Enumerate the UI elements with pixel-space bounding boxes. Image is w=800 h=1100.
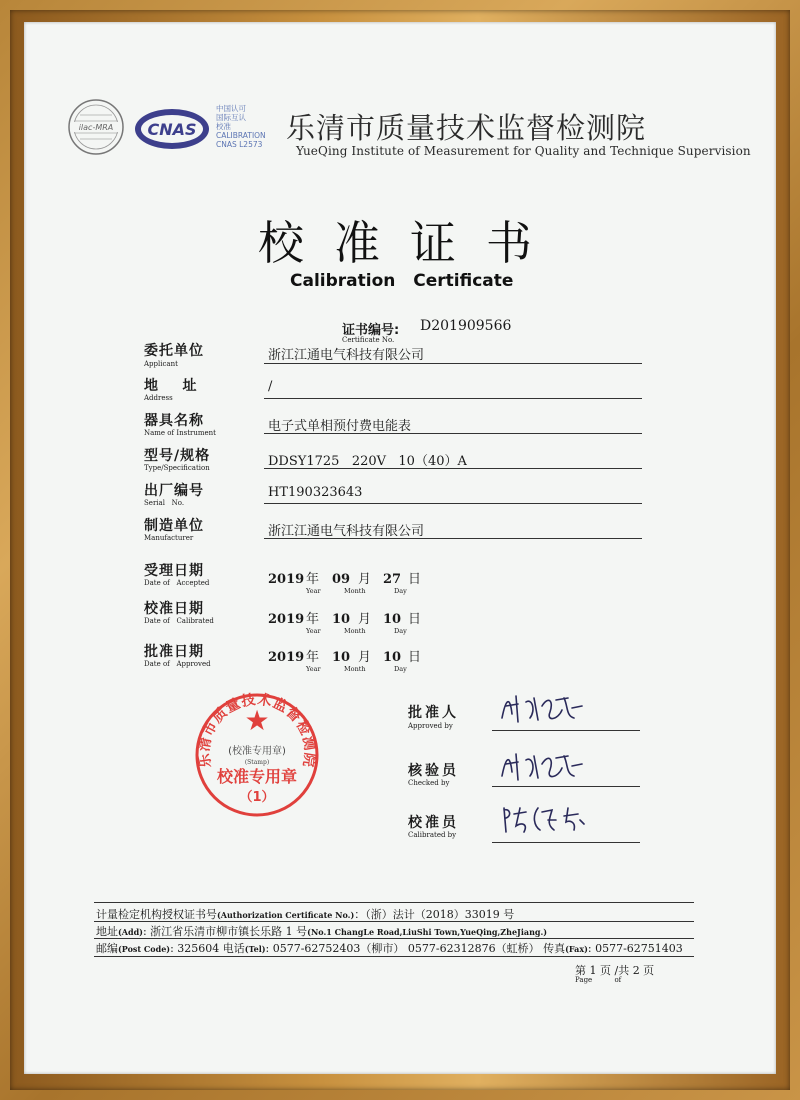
fax-tag: (Fax)	[565, 944, 588, 954]
approved-by-label-en: Approved by	[408, 722, 453, 730]
authorization-line	[96, 906, 514, 922]
footer-line	[94, 938, 694, 939]
date-day: 10	[382, 650, 402, 665]
date-calibrated	[268, 608, 421, 627]
approver-signature	[496, 688, 616, 728]
stamp-outer-text: 乐清市质量技术监督检测院	[196, 691, 318, 769]
month-unit: 月	[358, 612, 372, 627]
institute-name-cn: 乐清市质量技术监督检测院	[286, 111, 647, 145]
field-label-en: Type/Specification	[144, 464, 210, 472]
date-label: 受理日期	[144, 563, 204, 579]
footer-line	[94, 921, 694, 922]
field-underline	[264, 468, 642, 469]
field-label-en: Name of Instrument	[144, 429, 216, 437]
year-unit-en: Year	[306, 587, 321, 595]
field-value: 浙江江通电气科技有限公司	[268, 524, 425, 539]
footer-bottom-line	[94, 956, 694, 957]
date-year: 2019	[268, 572, 305, 587]
star-icon: ★	[244, 704, 270, 737]
date-day: 10	[382, 612, 402, 627]
date-label: 校准日期	[144, 601, 204, 617]
postcode-label: 邮编	[96, 942, 118, 955]
month-unit: 月	[358, 572, 372, 587]
day-unit: 日	[408, 572, 422, 587]
calibrated-by-label-en: Calibrated by	[408, 831, 457, 839]
date-label: 批准日期	[144, 644, 204, 660]
field-underline	[264, 398, 642, 399]
address-en-tag: (Add)	[118, 927, 143, 937]
fax-label: 传真	[543, 942, 566, 955]
certificate-number-label: 证书编号:	[342, 323, 400, 338]
date-day: 27	[382, 572, 402, 587]
day-unit-en: Day	[394, 665, 407, 673]
approved-by-label: 批准人	[408, 705, 459, 721]
field-underline	[264, 538, 642, 539]
official-red-stamp	[192, 690, 322, 820]
contact-line	[96, 940, 683, 956]
checker-signature	[496, 746, 616, 786]
field-value: 浙江江通电气科技有限公司	[268, 348, 425, 363]
field-underline	[264, 433, 642, 434]
day-unit: 日	[408, 612, 422, 627]
address-value: : 浙江省乐清市柳市镇长乐路 1 号	[142, 925, 308, 938]
stamp-en-text: (Stamp)	[244, 759, 270, 766]
year-unit: 年	[306, 572, 320, 587]
date-label-en: Date of Calibrated	[144, 617, 214, 625]
stamp-number: （1）	[239, 790, 275, 805]
signature-line	[492, 786, 640, 787]
day-unit-en: Day	[394, 587, 407, 595]
certificate-paper	[24, 22, 776, 1074]
stamp-inner-text: (校准专用章)	[228, 746, 286, 757]
field-label: 地 址	[144, 378, 198, 394]
calibrated-by-label: 校准员	[408, 815, 459, 831]
institute-name-en: YueQing Institute of Measurement for Quality and Technique Supervision	[296, 144, 751, 158]
field-value: 电子式单相预付费电能表	[268, 419, 412, 434]
footer-top-line	[94, 902, 694, 903]
auth-label: 计量检定机构授权证书号	[96, 908, 217, 921]
ilac-text: ilac-MRA	[78, 123, 114, 132]
day-unit-en: Day	[394, 627, 407, 635]
date-year: 2019	[268, 612, 305, 627]
field-value: /	[268, 379, 273, 394]
field-label: 出厂编号	[144, 483, 204, 499]
tel-label: 电话	[222, 942, 245, 955]
fax: : 0577-62751403	[587, 942, 683, 955]
page-en-page: Page	[575, 976, 593, 984]
address-en: (No.1 ChangLe Road,LiuShi Town,YueQing,ZheJiang.)	[307, 927, 548, 937]
field-label: 器具名称	[144, 413, 204, 429]
date-accepted	[268, 568, 421, 587]
page-number: 第 1 页 /共 2 页	[575, 964, 655, 977]
field-label: 型号/规格	[144, 448, 211, 464]
tel-tag: (Tel)	[244, 944, 266, 954]
page-number-en	[575, 976, 621, 984]
calibrator-signature	[496, 800, 616, 840]
cnas-accreditation-text: 中国认可 国际互认 校准 CALIBRATION CNAS L2573	[216, 104, 266, 149]
field-label: 委托单位	[144, 343, 204, 359]
field-value: HT190323643	[268, 485, 363, 500]
title-cn: 校准证书	[258, 216, 562, 270]
field-underline	[264, 363, 642, 364]
cnas-logo	[132, 106, 212, 152]
auth-label-en: (Authorization Certificate No.)	[217, 910, 355, 920]
field-label-en: Address	[144, 394, 173, 402]
postcode: : 325604	[170, 942, 220, 955]
stamp-main-text: 校准专用章	[216, 767, 298, 786]
date-label-en: Date of Approved	[144, 660, 211, 668]
date-approved	[268, 646, 421, 665]
year-unit: 年	[306, 650, 320, 665]
checked-by-label-en: Checked by	[408, 779, 450, 787]
year-unit: 年	[306, 612, 320, 627]
month-unit-en: Month	[344, 627, 366, 635]
day-unit: 日	[408, 650, 422, 665]
field-label-en: Serial No.	[144, 499, 185, 507]
field-label-en: Manufacturer	[144, 534, 194, 542]
certificate-number-label-en: Certificate No.	[342, 336, 395, 344]
month-unit-en: Month	[344, 587, 366, 595]
date-month: 10	[331, 612, 351, 627]
date-month: 10	[331, 650, 351, 665]
ilac-mra-logo	[66, 97, 126, 157]
date-label-en: Date of Accepted	[144, 579, 210, 587]
field-label: 制造单位	[144, 518, 204, 534]
page-en-of: of	[614, 976, 622, 984]
address-label: 地址	[96, 925, 118, 938]
address-line	[96, 923, 547, 939]
tel: : 0577-62752403（柳市） 0577-62312876（虹桥）	[265, 942, 540, 955]
signature-line	[492, 842, 640, 843]
year-unit-en: Year	[306, 627, 321, 635]
auth-value: ：（浙）法计（2018）33019 号	[354, 908, 515, 921]
cnas-text-mark: CNAS	[147, 120, 197, 139]
signature-line	[492, 730, 640, 731]
certificate-number: D201909566	[420, 318, 512, 334]
field-value: DDSY1725 220V 10（40）A	[268, 454, 467, 469]
date-month: 09	[331, 572, 351, 587]
year-unit-en: Year	[306, 665, 321, 673]
field-underline	[264, 503, 642, 504]
date-year: 2019	[268, 650, 305, 665]
title-en: Calibration Certificate	[290, 271, 514, 291]
checked-by-label: 核验员	[408, 763, 459, 779]
month-unit: 月	[358, 650, 372, 665]
field-label-en: Applicant	[144, 360, 178, 368]
month-unit-en: Month	[344, 665, 366, 673]
postcode-tag: (Post Code)	[118, 944, 171, 954]
